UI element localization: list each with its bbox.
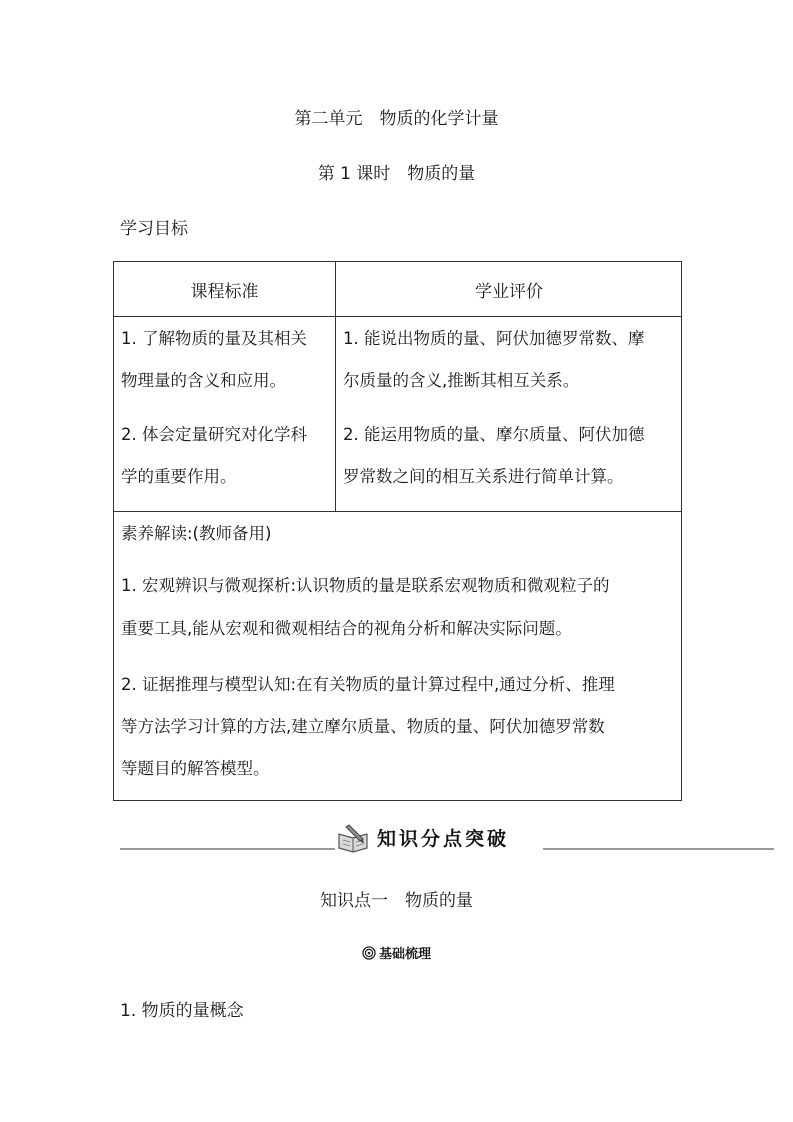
literacy-line-4: 等方法学习计算的方法,建立摩尔质量、物质的量、阿伏加德罗常数 <box>121 717 605 736</box>
learning-goals-table <box>113 261 682 801</box>
lesson-title: 第 1 课时 物质的量 <box>317 164 476 184</box>
standard-line-4: 学的重要作用。 <box>121 467 237 486</box>
spiral-icon <box>362 946 376 960</box>
unit-title: 第二单元 物质的化学计量 <box>294 109 499 129</box>
literacy-line-5: 等题目的解答模型。 <box>121 759 270 778</box>
evaluation-line-2: 尔质量的含义,推断其相互关系。 <box>343 371 580 390</box>
basic-subtitle-text: 基础梳理 <box>378 947 431 962</box>
evaluation-line-4: 罗常数之间的相互关系进行简单计算。 <box>343 467 624 486</box>
literacy-line-2: 重要工具,能从宏观和微观相结合的视角分析和解决实际问题。 <box>121 619 572 638</box>
standard-line-2: 物理量的含义和应用。 <box>121 371 286 390</box>
literacy-line-3: 2. 证据推理与模型认知:在有关物质的量计算过程中,通过分析、推理 <box>121 675 615 694</box>
literacy-heading: 素养解读:(教师备用) <box>121 524 272 543</box>
book-pen-icon <box>335 822 371 854</box>
evaluation-line-1: 1. 能说出物质的量、阿伏加德罗常数、摩 <box>343 329 645 348</box>
item-1-heading: 1. 物质的量概念 <box>120 1001 244 1021</box>
standard-line-1: 1. 了解物质的量及其相关 <box>121 329 307 348</box>
evaluation-line-3: 2. 能运用物质的量、摩尔质量、阿伏加德 <box>343 425 645 444</box>
header-academic-evaluation: 学业评价 <box>475 281 543 302</box>
objectives-label: 学习目标 <box>120 219 188 239</box>
standard-line-3: 2. 体会定量研究对化学科 <box>121 425 307 444</box>
basic-subtitle <box>0 943 793 962</box>
section-banner <box>120 822 774 854</box>
literacy-line-1: 1. 宏观辨识与微观探析:认识物质的量是联系宏观物质和微观粒子的 <box>121 576 610 595</box>
header-course-standard: 课程标准 <box>190 281 259 302</box>
section-banner-title: 知识分点突破 <box>377 828 510 850</box>
knowledge-point-title: 知识点一 物质的量 <box>320 891 473 911</box>
